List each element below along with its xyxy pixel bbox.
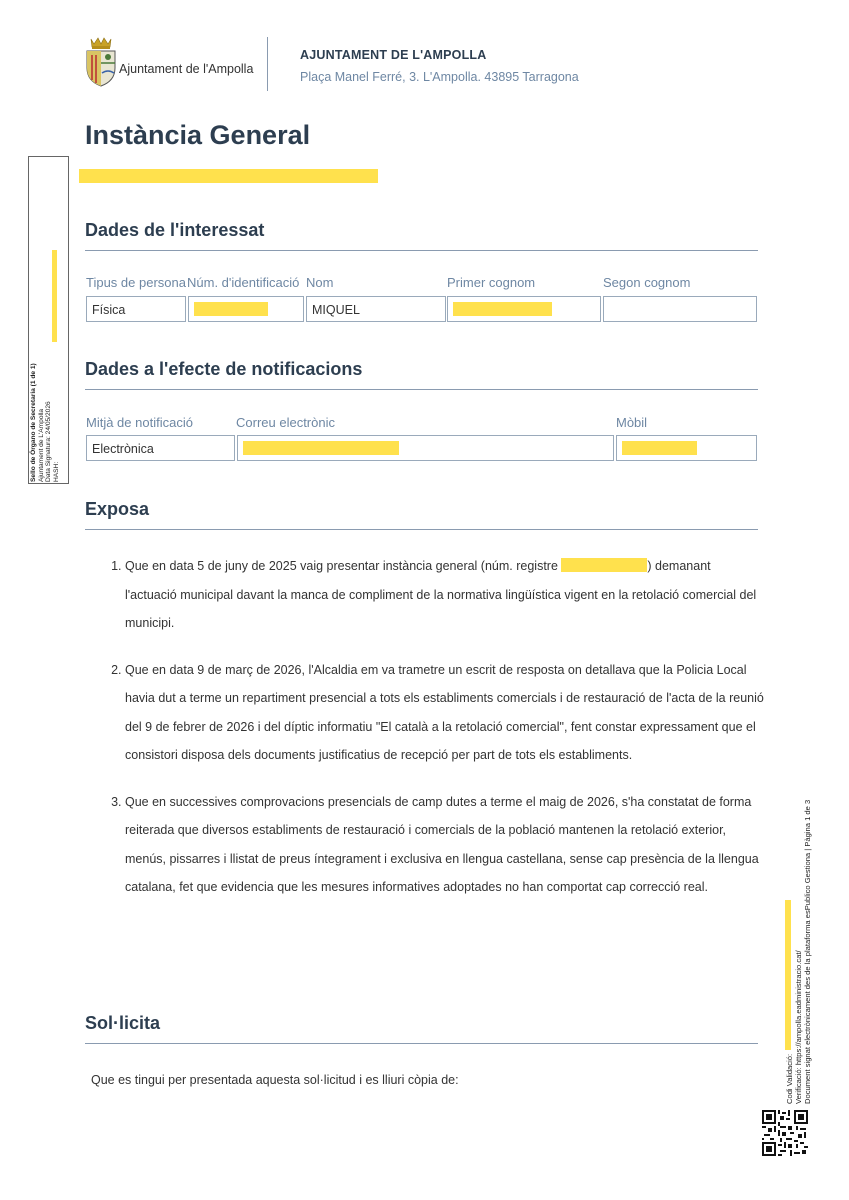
section-rule [85,250,758,251]
label-tipus-persona: Tipus de persona [86,275,186,290]
coat-of-arms-icon [84,35,118,87]
exposa-item-3-text: Que en successives comprovacions presencials de camp dutes a terme el maig de 2026, s'ha constatat de forma reiterada que diversos establiments de restauració i comercials de la població mantenen la retolació exterior, menús, pissarres i llistat de preus íntegrament i exclusiva en llengua castellana, sense cap presència de la llengua catalana, fet que evidencia que les mesures informatives adoptades no han comportat cap correcció real. [125,794,759,894]
exposa-item-2-text: Que en data 9 de març de 2026, l'Alcaldia em va trametre un escrit de resposta on detallava que la Policia Local havia dut a terme un repartiment presencial a tots els establiments comercials i de restauració de l'acta de la reunió del 9 de febrer de 2026 i del díptic informatiu "El català a la retolació comercial", fent constar expressament que el consistori disposa dels documents justificatius de recepció per part de tots els establiments. [125,662,764,762]
list-item [125,552,765,638]
redacted-primer-cognom [453,302,552,316]
label-nom: Nom [306,275,334,290]
stamp-date: Data Signatura: 24/05/2026 [45,401,52,482]
section-rule [85,529,758,530]
logo-text: Ajuntament de l'Ampolla [119,62,254,76]
section-heading-interessat: Dades de l'interessat [85,220,265,240]
label-mitja-notificacio: Mitjà de notificació [86,415,193,430]
field-tipus-persona: Física [86,296,186,322]
section-heading-notificacions: Dades a l'efecte de notificacions [85,359,363,379]
electronic-signature-note: Document signat electrònicament des de la plataforma esPublico Gestiona | Pàgina 1 de 3 [803,799,812,1104]
list-item [125,656,765,770]
exposa-list [85,552,765,920]
municipal-logo [84,35,254,91]
stamp-organization: Ajuntament de L'Ampolla [37,408,45,482]
organization-name: AJUNTAMENT DE L'AMPOLLA [300,48,487,62]
signature-stamp [28,156,69,484]
field-segon-cognom [603,296,757,322]
organization-address: Plaça Manel Ferré, 3. L'Ampolla. 43895 Tarragona [300,70,579,84]
field-nom: MIQUEL [306,296,446,322]
section-heading-solicita: Sol·licita [85,1013,161,1033]
exposa-item-1-text-end: ) demanant l'actuació municipal davant la manca de compliment de la normativa lingüística vigent en la retolació comercial del municipi. [125,559,757,630]
exposa-item-1-text-start: Que en data 5 de juny de 2025 vaig presentar instància general (núm. registre [125,559,562,573]
redacted-correu-electronic [243,441,399,455]
section-heading-exposa: Exposa [85,499,150,519]
validation-code-label: Codi Validació: [785,1053,794,1104]
stamp-hash-redaction [52,250,57,342]
label-correu-electronic: Correu electrònic [236,415,335,430]
redacted-subtitle [79,169,378,183]
label-num-identificacio: Núm. d'identificació [187,275,300,290]
label-mobil: Mòbil [616,415,648,430]
redacted-mobil [622,441,697,455]
validation-footer [785,800,812,1104]
list-item [125,788,765,902]
solicita-text: Que es tingui per presentada aquesta sol·licitud i es lliuri còpia de: [91,1073,459,1087]
document-title: Instància General [85,120,311,150]
field-num-identificacio [188,296,304,322]
stamp-title: Sello de Órgano de Secretaria (1 de 1) [30,363,37,482]
label-segon-cognom: Segon cognom [603,275,691,290]
redacted-registre [561,558,647,572]
validation-url[interactable]: Verificació: https://ampolla.eadministracio.cat/ [794,950,803,1104]
header-divider [267,37,268,91]
field-mobil [616,435,757,461]
field-primer-cognom [447,296,601,322]
qr-code-icon [762,1110,808,1156]
section-rule [85,1043,758,1044]
redacted-num-identificacio [194,302,268,316]
field-correu-electronic [237,435,614,461]
stamp-hash-label: HASH: [52,461,60,482]
field-mitja-notificacio: Electrònica [86,435,235,461]
section-rule [85,389,758,390]
label-primer-cognom: Primer cognom [447,275,536,290]
